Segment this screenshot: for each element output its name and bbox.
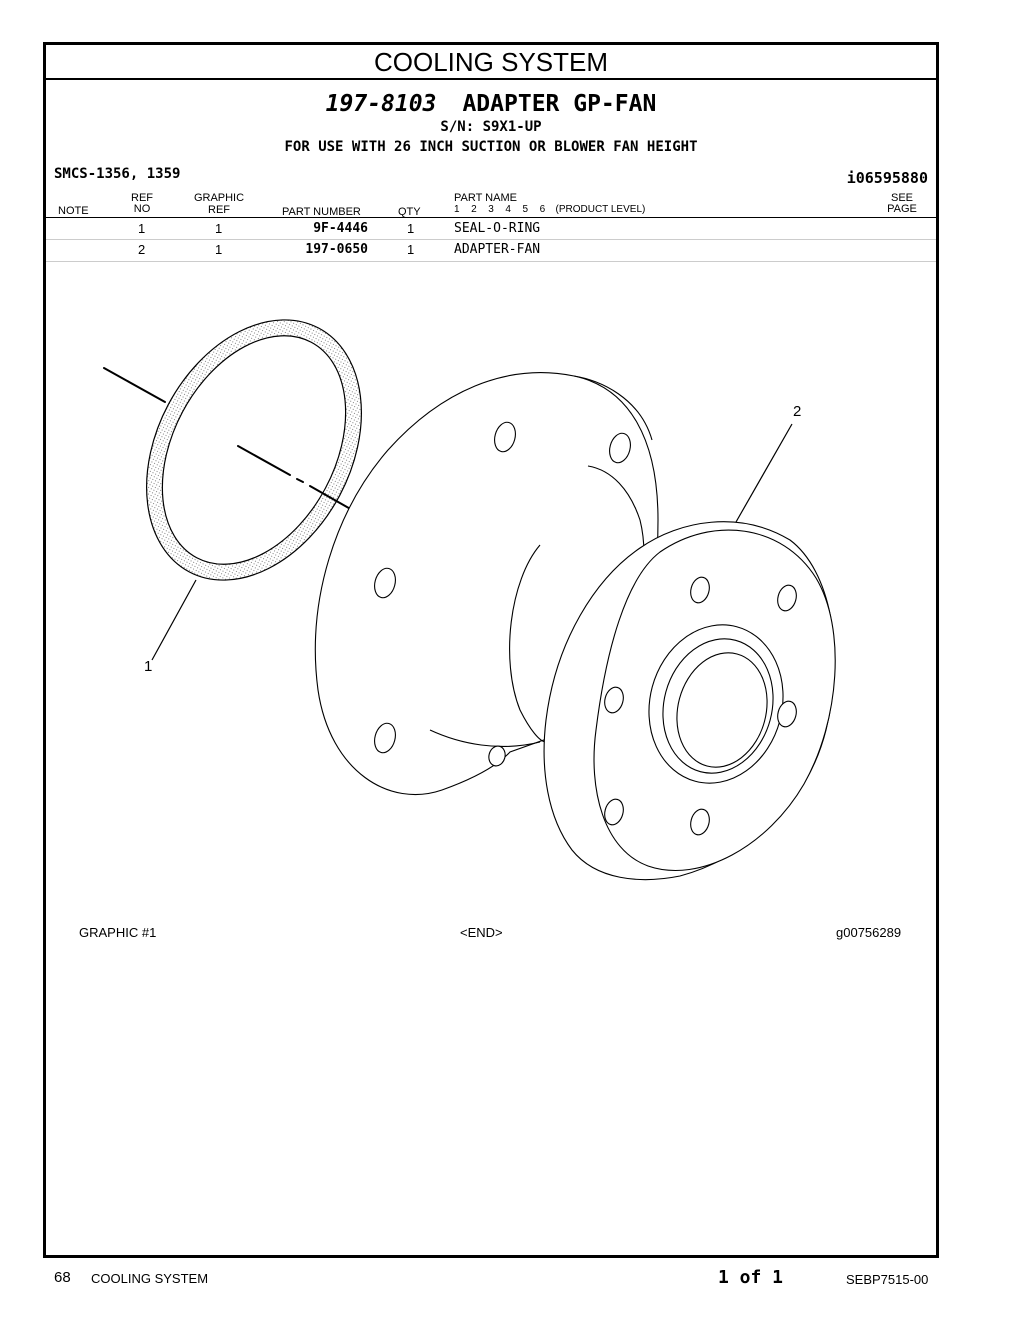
row-ref: 2 <box>138 242 146 257</box>
row-part-name: SEAL-O-RING <box>454 221 541 236</box>
group-number: 197-8103 <box>325 91 437 117</box>
exploded-view-graphic <box>46 45 936 1255</box>
illustration-id: i06595880 <box>846 169 928 187</box>
graphic-image-id: g00756289 <box>836 925 902 940</box>
section-title: COOLING SYSTEM <box>46 45 936 80</box>
header-part-name: PART NAME 1 2 3 4 5 6 (PRODUCT LEVEL) <box>454 192 646 215</box>
callout-2: 2 <box>793 403 802 420</box>
header-note: NOTE <box>58 205 89 217</box>
row-ref: 1 <box>138 221 146 236</box>
page-frame <box>43 42 939 1258</box>
group-name: ADAPTER GP-FAN <box>462 91 657 117</box>
footer-doc-id: SEBP7515-00 <box>846 1272 929 1287</box>
callout-1: 1 <box>144 658 153 675</box>
footer-pagination: 1 of 1 <box>718 1267 784 1288</box>
footer-section: COOLING SYSTEM <box>91 1271 209 1286</box>
row-graphic: 1 <box>215 221 223 236</box>
row-part-name: ADAPTER-FAN <box>454 242 541 257</box>
row-part-number: 197-0650 <box>305 242 368 257</box>
header-qty: QTY <box>398 206 421 218</box>
header-levels: 1 2 3 4 5 6 <box>454 204 548 215</box>
header-part-number: PART NUMBER <box>282 206 361 218</box>
row-qty: 1 <box>407 242 415 257</box>
row-qty: 1 <box>407 221 415 236</box>
header-product-level: (PRODUCT LEVEL) <box>555 204 646 215</box>
graphic-label: GRAPHIC #1 <box>79 925 157 940</box>
adapter-fan-drawing <box>315 373 835 880</box>
smcs-codes: SMCS-1356, 1359 <box>54 166 181 182</box>
usage-note: FOR USE WITH 26 INCH SUCTION OR BLOWER FAN HEIGHT <box>284 139 698 155</box>
header-ref-no: REF NO <box>131 192 153 215</box>
serial-number: S/N: S9X1-UP <box>440 119 542 135</box>
row-graphic: 1 <box>215 242 223 257</box>
header-see-page: SEE PAGE <box>887 192 917 215</box>
header-graphic-ref: GRAPHIC REF <box>193 192 245 216</box>
footer-page-number: 68 <box>54 1269 71 1286</box>
end-marker: <END> <box>460 925 503 940</box>
row-part-number: 9F-4446 <box>313 221 368 236</box>
